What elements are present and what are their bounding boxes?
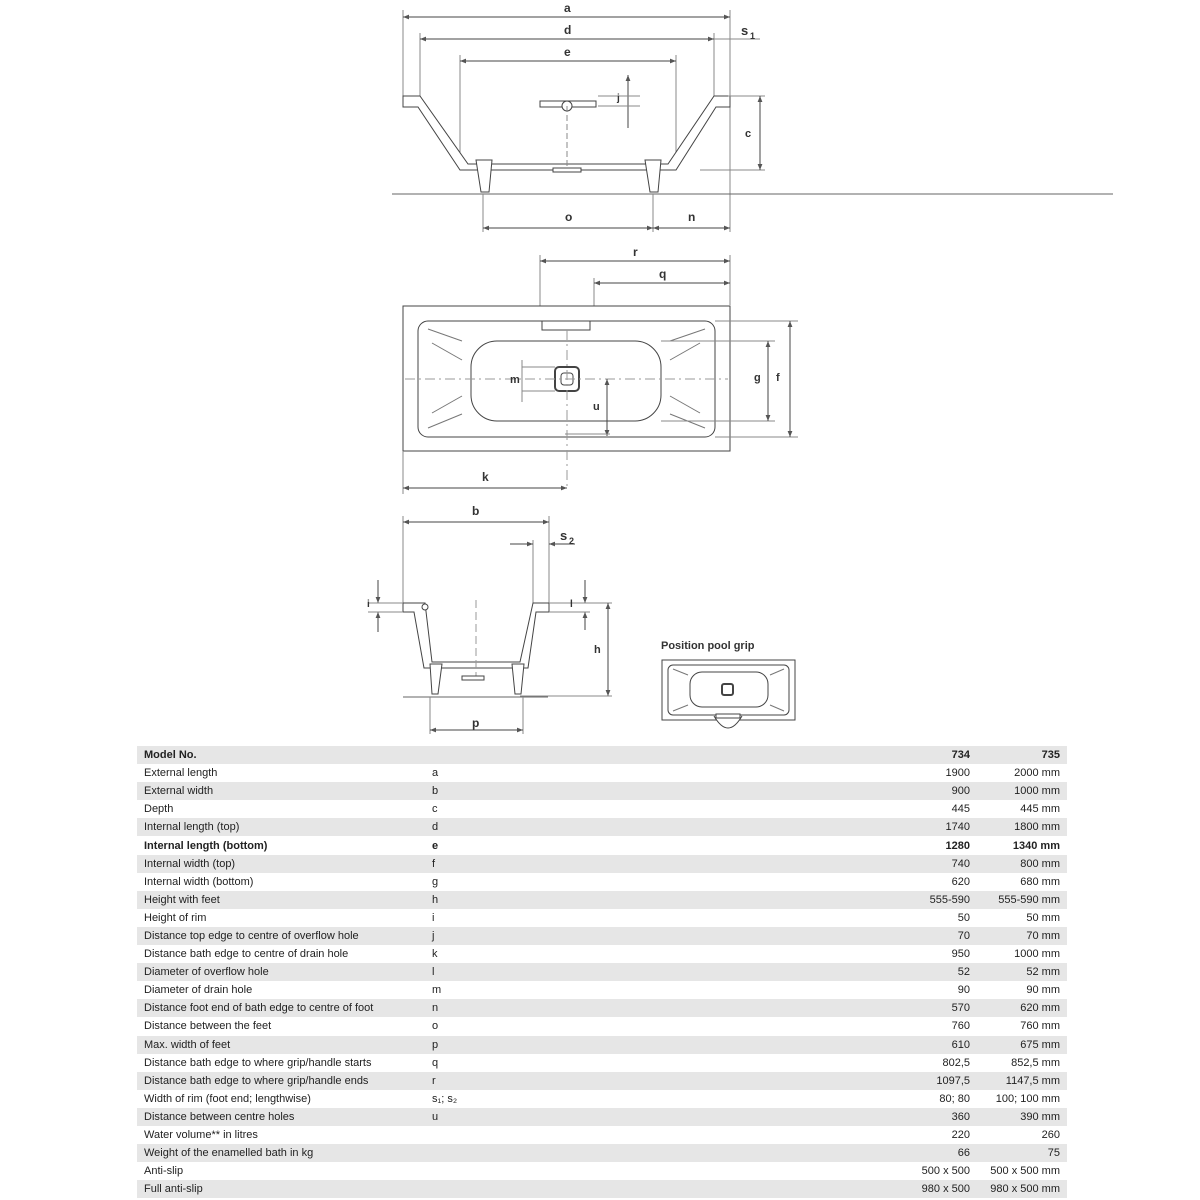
- table-row: [137, 1036, 1067, 1054]
- spec-symbol-cell: r: [425, 1072, 870, 1090]
- dim-label-h: h: [594, 644, 601, 656]
- spec-value-734-cell: 80; 80: [870, 1090, 977, 1108]
- spec-name-cell: Anti-slip: [137, 1162, 425, 1180]
- spec-value-735-cell: 52 mm: [977, 963, 1067, 981]
- spec-symbol-cell: l: [425, 963, 870, 981]
- dim-label-u: u: [593, 401, 600, 413]
- dim-label-n: n: [688, 210, 696, 224]
- spec-value-734-cell: 90: [870, 981, 977, 999]
- spec-symbol-cell: j: [425, 927, 870, 945]
- dim-label-i: i: [367, 599, 370, 610]
- dim-label-r: r: [633, 245, 638, 259]
- table-row: [137, 963, 1067, 981]
- dim-label-s: s: [741, 23, 749, 38]
- table-row: [137, 855, 1067, 873]
- spec-symbol-cell: [425, 1180, 870, 1198]
- spec-symbol-cell: m: [425, 981, 870, 999]
- spec-name-cell: Full anti-slip: [137, 1180, 425, 1198]
- spec-value-735-cell: 620 mm: [977, 999, 1067, 1017]
- spec-value-735-cell: 390 mm: [977, 1108, 1067, 1126]
- table-row: [137, 1144, 1067, 1162]
- table-row: [137, 1162, 1067, 1180]
- spec-name-cell: Model No.: [137, 746, 425, 764]
- spec-name-cell: Distance bath edge to where grip/handle starts: [137, 1054, 425, 1072]
- spec-symbol-cell: p: [425, 1036, 870, 1054]
- spec-value-734-cell: 1280: [870, 836, 977, 854]
- table-row: [137, 1090, 1067, 1108]
- dim-label-l: l: [570, 599, 573, 610]
- table-row: [137, 909, 1067, 927]
- spec-value-734-cell: 1900: [870, 764, 977, 782]
- specs-table: [137, 746, 1067, 1198]
- spec-name-cell: Weight of the enamelled bath in kg: [137, 1144, 425, 1162]
- spec-symbol-cell: f: [425, 855, 870, 873]
- spec-symbol-cell: [425, 1126, 870, 1144]
- spec-value-734-cell: 1097,5: [870, 1072, 977, 1090]
- spec-name-cell: Distance top edge to centre of overflow hole: [137, 927, 425, 945]
- spec-symbol-cell: o: [425, 1017, 870, 1035]
- spec-value-734-cell: 50: [870, 909, 977, 927]
- spec-symbol-cell: n: [425, 999, 870, 1017]
- spec-value-735-cell: 980 x 500 mm: [977, 1180, 1067, 1198]
- spec-symbol-cell: h: [425, 891, 870, 909]
- table-row: [137, 1072, 1067, 1090]
- pool-grip-title: Position pool grip: [661, 640, 755, 652]
- table-row: [137, 818, 1067, 836]
- spec-symbol-cell: c: [425, 800, 870, 818]
- table-row: [137, 1108, 1067, 1126]
- spec-name-cell: Internal width (top): [137, 855, 425, 873]
- spec-value-734-cell: 555-590: [870, 891, 977, 909]
- table-row: [137, 1180, 1067, 1198]
- spec-value-735-cell: 1147,5 mm: [977, 1072, 1067, 1090]
- spec-symbol-cell: b: [425, 782, 870, 800]
- dim-label-c: c: [745, 128, 752, 140]
- spec-name-cell: External length: [137, 764, 425, 782]
- dim-label-k: k: [482, 470, 489, 484]
- spec-name-cell: Height with feet: [137, 891, 425, 909]
- table-row: [137, 999, 1067, 1017]
- table-row: [137, 981, 1067, 999]
- table-row: [137, 764, 1067, 782]
- table-row: [137, 891, 1067, 909]
- spec-value-734-cell: 802,5: [870, 1054, 977, 1072]
- spec-value-735-cell: 680 mm: [977, 873, 1067, 891]
- table-row: [137, 1054, 1067, 1072]
- spec-value-735-cell: 800 mm: [977, 855, 1067, 873]
- dim-label-g: g: [754, 372, 761, 384]
- table-row: [137, 1126, 1067, 1144]
- spec-value-735-cell: 90 mm: [977, 981, 1067, 999]
- dim-label-p: p: [472, 716, 480, 730]
- table-row: [137, 927, 1067, 945]
- dim-label-s: s: [560, 528, 568, 543]
- spec-name-cell: Distance between centre holes: [137, 1108, 425, 1126]
- spec-symbol-cell: d: [425, 818, 870, 836]
- side-view: [392, 10, 1113, 232]
- spec-name-cell: Water volume** in litres: [137, 1126, 425, 1144]
- spec-value-735-cell: 75: [977, 1144, 1067, 1162]
- spec-name-cell: Internal length (top): [137, 818, 425, 836]
- spec-value-735-cell: 735: [977, 746, 1067, 764]
- spec-value-735-cell: 675 mm: [977, 1036, 1067, 1054]
- spec-value-735-cell: 1000 mm: [977, 782, 1067, 800]
- spec-symbol-cell: g: [425, 873, 870, 891]
- spec-name-cell: Distance foot end of bath edge to centre of foot: [137, 999, 425, 1017]
- spec-value-734-cell: 620: [870, 873, 977, 891]
- spec-symbol-cell: s₁; s₂: [425, 1090, 870, 1108]
- dim-label-e: e: [564, 45, 571, 59]
- spec-value-735-cell: 760 mm: [977, 1017, 1067, 1035]
- dim-label-q: q: [659, 267, 667, 281]
- spec-value-734-cell: 360: [870, 1108, 977, 1126]
- spec-name-cell: External width: [137, 782, 425, 800]
- spec-value-735-cell: 555-590 mm: [977, 891, 1067, 909]
- table-row: [137, 1017, 1067, 1035]
- spec-value-734-cell: 570: [870, 999, 977, 1017]
- spec-value-734-cell: 70: [870, 927, 977, 945]
- spec-name-cell: Diameter of drain hole: [137, 981, 425, 999]
- spec-value-734-cell: 734: [870, 746, 977, 764]
- spec-value-735-cell: 1000 mm: [977, 945, 1067, 963]
- spec-name-cell: Diameter of overflow hole: [137, 963, 425, 981]
- spec-value-734-cell: 980 x 500: [870, 1180, 977, 1198]
- table-row: [137, 782, 1067, 800]
- spec-value-735-cell: 1340 mm: [977, 836, 1067, 854]
- spec-name-cell: Depth: [137, 800, 425, 818]
- spec-value-734-cell: 220: [870, 1126, 977, 1144]
- spec-name-cell: Internal length (bottom): [137, 836, 425, 854]
- spec-value-735-cell: 2000 mm: [977, 764, 1067, 782]
- table-row: [137, 800, 1067, 818]
- spec-value-734-cell: 500 x 500: [870, 1162, 977, 1180]
- dim-label-m: m: [510, 374, 520, 386]
- spec-symbol-cell: [425, 746, 870, 764]
- dim-label-o: o: [565, 210, 573, 224]
- spec-symbol-cell: k: [425, 945, 870, 963]
- spec-symbol-cell: e: [425, 836, 870, 854]
- dim-label-f: f: [776, 372, 780, 384]
- spec-symbol-cell: i: [425, 909, 870, 927]
- end-view: [368, 516, 612, 734]
- spec-name-cell: Internal width (bottom): [137, 873, 425, 891]
- spec-value-734-cell: 900: [870, 782, 977, 800]
- spec-value-735-cell: 500 x 500 mm: [977, 1162, 1067, 1180]
- side-view-labels: [564, 1, 755, 224]
- spec-symbol-cell: a: [425, 764, 870, 782]
- spec-name-cell: Max. width of feet: [137, 1036, 425, 1054]
- spec-value-734-cell: 52: [870, 963, 977, 981]
- spec-name-cell: Width of rim (foot end; lengthwise): [137, 1090, 425, 1108]
- spec-symbol-cell: q: [425, 1054, 870, 1072]
- dim-label-b: b: [472, 504, 480, 518]
- spec-value-734-cell: 610: [870, 1036, 977, 1054]
- dim-label-s-subscript: 2: [569, 536, 575, 546]
- dim-label-s-subscript: 1: [750, 31, 756, 41]
- spec-name-cell: Height of rim: [137, 909, 425, 927]
- spec-symbol-cell: [425, 1162, 870, 1180]
- spec-value-734-cell: 760: [870, 1017, 977, 1035]
- table-row: [137, 873, 1067, 891]
- dim-label-a: a: [564, 1, 571, 15]
- spec-name-cell: Distance bath edge to centre of drain hole: [137, 945, 425, 963]
- spec-value-734-cell: 445: [870, 800, 977, 818]
- spec-name-cell: Distance bath edge to where grip/handle ends: [137, 1072, 425, 1090]
- table-row: [137, 746, 1067, 764]
- spec-value-734-cell: 1740: [870, 818, 977, 836]
- spec-value-735-cell: 852,5 mm: [977, 1054, 1067, 1072]
- spec-value-734-cell: 740: [870, 855, 977, 873]
- table-row: [137, 945, 1067, 963]
- spec-value-734-cell: 950: [870, 945, 977, 963]
- dim-label-d: d: [564, 23, 572, 37]
- table-row: [137, 836, 1067, 854]
- pool-grip-diagram: [662, 660, 795, 728]
- spec-value-735-cell: 50 mm: [977, 909, 1067, 927]
- spec-name-cell: Distance between the feet: [137, 1017, 425, 1035]
- spec-symbol-cell: [425, 1144, 870, 1162]
- spec-value-735-cell: 260: [977, 1126, 1067, 1144]
- spec-value-735-cell: 1800 mm: [977, 818, 1067, 836]
- spec-value-735-cell: 445 mm: [977, 800, 1067, 818]
- spec-value-735-cell: 100; 100 mm: [977, 1090, 1067, 1108]
- spec-value-735-cell: 70 mm: [977, 927, 1067, 945]
- spec-symbol-cell: u: [425, 1108, 870, 1126]
- top-view: [403, 255, 798, 494]
- dim-label-j: j: [617, 93, 620, 104]
- spec-value-734-cell: 66: [870, 1144, 977, 1162]
